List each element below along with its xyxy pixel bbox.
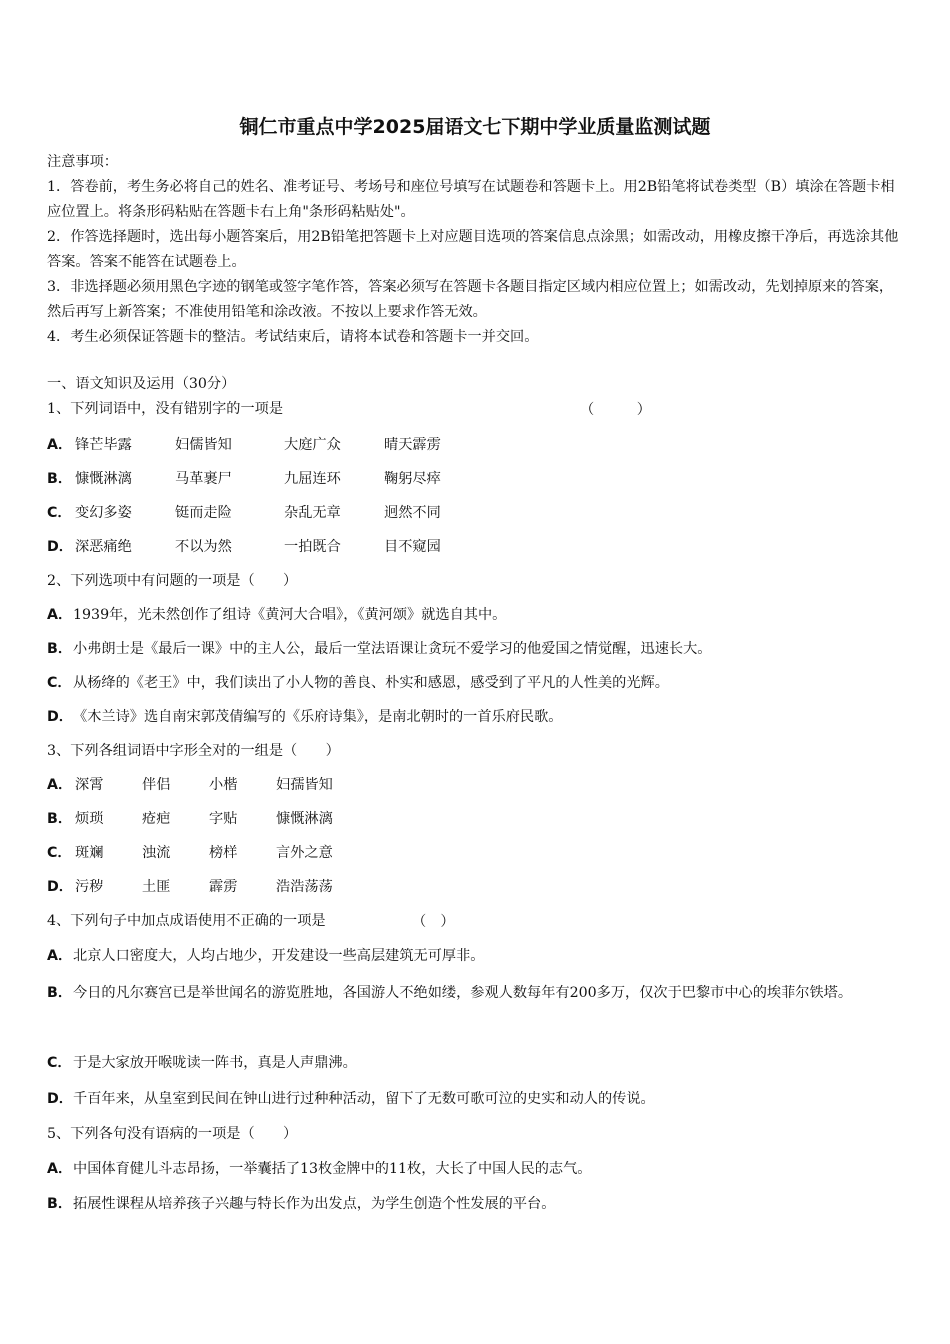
option-word: 迥然不同	[384, 505, 441, 521]
option-word: 伴侣	[142, 777, 171, 793]
option-word: 浊流	[142, 845, 171, 861]
q2-option-b	[47, 639, 711, 659]
q3-option-a	[47, 775, 447, 795]
option-word: 目不窥园	[384, 539, 441, 555]
option-label: A．	[47, 437, 73, 453]
option-word: 马革裹尸	[175, 471, 232, 487]
q1-option-c	[47, 503, 547, 523]
option-word: 一拍既合	[284, 539, 341, 555]
option-label: A．	[47, 607, 73, 623]
option-word: 妇儒皆知	[175, 437, 232, 453]
option-word: 烦琐	[75, 811, 104, 827]
option-word: 污秽	[75, 879, 104, 895]
option-text: 1939年，光未然创作了组诗《黄河大合唱》，《黄河颂》就选自其中。	[73, 607, 507, 623]
option-word: 锋芒毕露	[75, 437, 132, 453]
q2-option-d	[47, 707, 562, 727]
option-word: 深霄	[75, 777, 104, 793]
option-word: 九屈连环	[284, 471, 341, 487]
q3-option-b	[47, 809, 447, 829]
option-word: 土匪	[142, 879, 171, 895]
option-word: 霹雳	[209, 879, 238, 895]
option-word: 变幻多姿	[75, 505, 132, 521]
option-label: D．	[47, 879, 73, 895]
option-text: 小弗朗士是《最后一课》中的主人公，最后一堂法语课让贪玩不爱学习的他爱国之情觉醒，迅速长大。	[73, 641, 712, 657]
option-label: B．	[47, 471, 73, 487]
option-text: 《木兰诗》选自南宋郭茂倩编写的《乐府诗集》，是南北朝时的一首乐府民歌。	[73, 709, 563, 725]
option-word: 浩浩荡荡	[276, 879, 333, 895]
q4-option-d	[47, 1089, 655, 1109]
option-label: B．	[47, 641, 73, 657]
q4-option-c	[47, 1053, 357, 1073]
option-label: D．	[47, 709, 73, 725]
option-text: 中国体育健儿斗志昂扬，一举囊括了13枚金牌中的11枚，大长了中国人民的志气。	[73, 1161, 592, 1177]
option-word: 铤而走险	[175, 505, 232, 521]
option-word: 大庭广众	[284, 437, 341, 453]
option-word: 言外之意	[276, 845, 333, 861]
notice-heading: 注意事项：	[47, 154, 118, 170]
q5-option-b	[47, 1194, 555, 1214]
option-text: 今日的凡尔赛宫已是举世闻名的游览胜地，各国游人不绝如缕，参观人数每年有200多万，仅次于巴黎市中心的埃菲尔铁塔。	[73, 985, 853, 1001]
option-word: 妇孺皆知	[276, 777, 333, 793]
section-heading: 一、语文知识及运用（30分）	[47, 376, 236, 392]
option-word: 不以为然	[175, 539, 232, 555]
option-word: 慷慨淋漓	[276, 811, 333, 827]
notice-item: 1．答卷前，考生务必将自己的姓名、准考证号、考场号和座位号填写在试题卷和答题卡上。用2B铅笔将试卷类型（B）填涂在答题卡相应位置上。将条形码粘贴在答题卡右上角"条形码粘贴处"。	[47, 179, 895, 220]
option-label: D．	[47, 539, 73, 555]
option-label: C．	[47, 505, 72, 521]
option-label: B．	[47, 985, 73, 1001]
option-label: A．	[47, 1161, 73, 1177]
option-word: 深恶痛绝	[75, 539, 132, 555]
q3-option-d	[47, 877, 447, 897]
question-4-stem: 4、下列句子中加点成语使用不正确的一项是	[47, 913, 326, 929]
option-word: 晴天霹雳	[384, 437, 441, 453]
option-label: A．	[47, 777, 73, 793]
q4-option-a	[47, 946, 484, 966]
question-2-stem: 2、下列选项中有问题的一项是（ ）	[47, 573, 298, 589]
q2-option-a	[47, 605, 506, 625]
option-label: C．	[47, 845, 72, 861]
option-label: B．	[47, 1196, 73, 1212]
answer-blank: （ ）	[580, 402, 651, 418]
option-label: D．	[47, 1091, 73, 1107]
q2-option-c	[47, 673, 669, 693]
question-1-stem: 1、下列词语中，没有错别字的一项是	[47, 401, 284, 417]
notice-section	[47, 150, 907, 350]
option-word: 榜样	[209, 845, 238, 861]
option-text: 千百年来，从皇室到民间在钟山进行过种种活动，留下了无数可歌可泣的史实和动人的传说。	[73, 1091, 655, 1107]
option-word: 杂乱无章	[284, 505, 341, 521]
option-label: C．	[47, 675, 72, 691]
q1-option-b	[47, 469, 547, 489]
option-label: A．	[47, 948, 73, 964]
notice-item: 4．考生必须保证答题卡的整洁。考试结束后，请将本试卷和答题卡一并交回。	[47, 329, 539, 345]
option-text: 北京人口密度大，人均占地少，开发建设一些高层建筑无可厚非。	[73, 948, 485, 964]
option-text: 于是大家放开喉咙读一阵书，真是人声鼎沸。	[73, 1055, 357, 1071]
option-label: C．	[47, 1055, 72, 1071]
option-word: 鞠躬尽瘁	[384, 471, 441, 487]
option-word: 慷慨淋漓	[75, 471, 132, 487]
notice-item: 2．作答选择题时，选出每小题答案后，用2B铅笔把答题卡上对应题目选项的答案信息点涂黑；如需改动，用橡皮擦干净后，再选涂其他答案。答案不能答在试题卷上。	[47, 229, 899, 270]
option-text: 从杨绛的《老王》中，我们读出了小人物的善良、朴实和感恩，感受到了平凡的人性美的光辉。	[73, 675, 669, 691]
page-title: 铜仁市重点中学2025届语文七下期中学业质量监测试题	[239, 116, 711, 138]
option-word: 斑斓	[75, 845, 104, 861]
option-word: 疮疤	[142, 811, 171, 827]
answer-blank: （ ）	[412, 914, 455, 930]
option-text: 拓展性课程从培养孩子兴趣与特长作为出发点，为学生创造个性发展的平台。	[73, 1196, 556, 1212]
option-word: 小楷	[209, 777, 238, 793]
q1-option-a	[47, 435, 547, 455]
question-5-stem: 5、下列各句没有语病的一项是（ ）	[47, 1126, 298, 1142]
q4-option-b	[47, 976, 902, 1011]
notice-item: 3．非选择题必须用黑色字迹的钢笔或签字笔作答，答案必须写在答题卡各题目指定区域内相应位置上；如需改动，先划掉原来的答案，然后再写上新答案；不准使用铅笔和涂改液。不按以上要求作答无效。	[47, 279, 894, 320]
q1-option-d	[47, 537, 547, 557]
option-label: B．	[47, 811, 73, 827]
q3-option-c	[47, 843, 447, 863]
question-3-stem: 3、下列各组词语中字形全对的一组是（ ）	[47, 743, 340, 759]
option-word: 字贴	[209, 811, 238, 827]
q5-option-a	[47, 1159, 591, 1179]
